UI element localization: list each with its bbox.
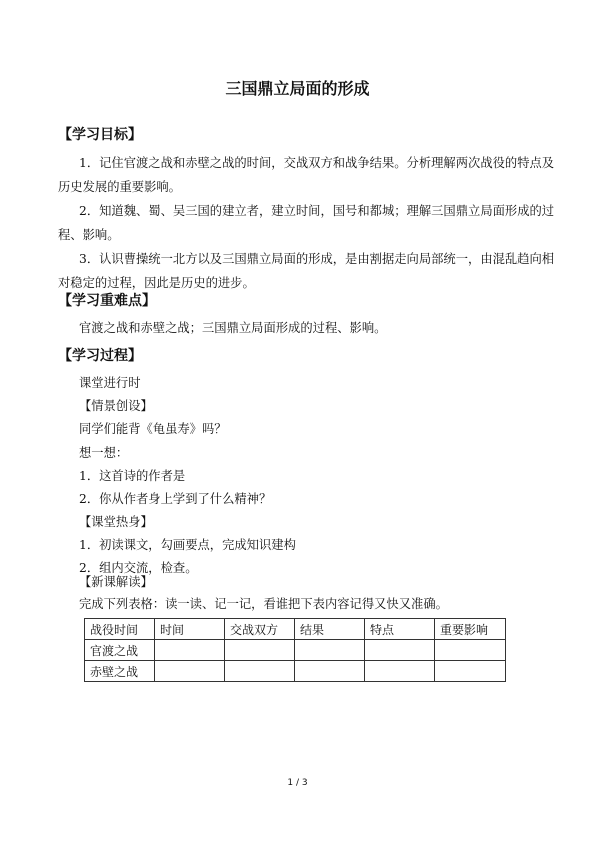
process-line-question-1: 1．这首诗的作者是: [79, 469, 186, 483]
goal-1-line-2: 历史发展的重要影响。: [58, 180, 181, 194]
process-line-think: 想一想：: [79, 446, 129, 460]
goal-2-line-2: 程、影响。: [58, 228, 120, 242]
table-cell[interactable]: [435, 640, 506, 661]
table-cell[interactable]: [295, 640, 365, 661]
table-cell[interactable]: [225, 640, 295, 661]
table-cell[interactable]: [225, 661, 295, 682]
table-cell[interactable]: [295, 661, 365, 682]
table-header-cell: 战役时间: [85, 619, 155, 640]
process-line-warmup-1: 1．初读课文，勾画要点，完成知识建构: [79, 538, 296, 552]
goal-2-line-1: 2．知道魏、蜀、吴三国的建立者，建立时间，国号和都城；理解三国鼎立局面形成的过: [79, 204, 555, 218]
table-cell[interactable]: [155, 640, 225, 661]
process-line-scenario-heading: 【情景创设】: [79, 399, 153, 413]
battle-table: [84, 618, 506, 682]
table-cell: 赤壁之战: [85, 661, 155, 682]
table-header-cell: 特点: [365, 619, 435, 640]
table-cell[interactable]: [365, 640, 435, 661]
goal-1-line-1: 1．记住官渡之战和赤壁之战的时间，交战双方和战争结果。分析理解两次战役的特点及: [79, 156, 555, 170]
key-points-text: 官渡之战和赤壁之战；三国鼎立局面形成的过程、影响。: [79, 321, 387, 335]
process-line-new-lesson-heading: 【新课解读】: [79, 575, 153, 589]
section-heading-process: 【学习过程】: [58, 348, 142, 364]
process-line-question-2: 2．你从作者身上学到了什么精神？: [79, 492, 272, 506]
table-header-cell: 时间: [155, 619, 225, 640]
process-line-poem-question: 同学们能背《龟虽寿》吗？: [79, 422, 227, 436]
process-line-warmup-2: 2．组内交流，检查。: [79, 561, 198, 575]
process-line-class-time: 课堂进行时: [79, 376, 141, 390]
table-header-cell: 交战双方: [225, 619, 295, 640]
table-header-cell: 结果: [295, 619, 365, 640]
section-heading-goals: 【学习目标】: [58, 127, 142, 143]
page-title: 三国鼎立局面的形成: [225, 79, 370, 98]
table-cell[interactable]: [435, 661, 506, 682]
table-cell: 官渡之战: [85, 640, 155, 661]
table-header-row: [85, 619, 506, 640]
page-number: 1 / 3: [287, 778, 308, 788]
table-header-cell: 重要影响: [435, 619, 506, 640]
goal-3-line-1: 3．认识曹操统一北方以及三国鼎立局面的形成，是由割据走向局部统一，由混乱趋向相: [79, 252, 555, 266]
process-line-warmup-heading: 【课堂热身】: [79, 515, 153, 529]
goal-3-line-2: 对稳定的过程，因此是历史的进步。: [58, 276, 255, 290]
table-cell[interactable]: [155, 661, 225, 682]
table-row: [85, 640, 506, 661]
process-line-table-instruction: 完成下列表格：读一读、记一记，看谁把下表内容记得又快又准确。: [79, 597, 448, 611]
table-cell[interactable]: [365, 661, 435, 682]
section-heading-key-points: 【学习重难点】: [58, 293, 156, 309]
table-row: [85, 661, 506, 682]
